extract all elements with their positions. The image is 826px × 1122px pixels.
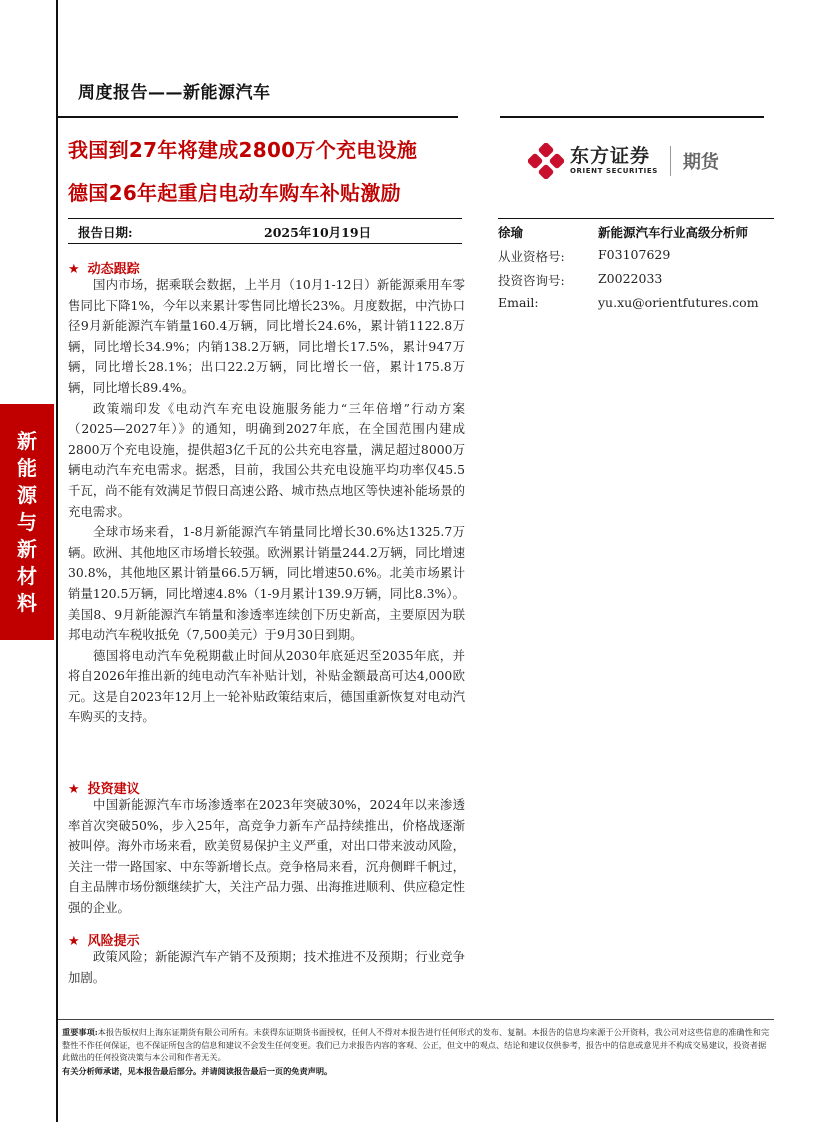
section-heading-dynamic: ★ 动态跟踪: [68, 262, 140, 277]
side-tab-char: 源: [17, 482, 37, 507]
star-icon: ★: [68, 934, 80, 949]
header-rule-left: [58, 116, 458, 118]
report-date-row: [68, 220, 462, 242]
section-heading-risk: ★ 风险提示: [68, 934, 140, 949]
analyst-info: [498, 220, 774, 316]
paragraph: 中国新能源汽车市场渗透率在2023年突破30%，2024年以来渗透率首次突破50%，步入25年，高竞争力新车产品持续推出，价格战逐渐被叫停。海外市场来看，欧美贸易保护主义严重，对出口带来波动风险，关注一带一路国家、中东等新增长点。竞争格局来看，沉舟侧畔千帆过，自主品牌市场份额继续扩大，关注产品力强、出海推进顺利、供应稳定性强的企业。: [68, 797, 465, 915]
analyst-commitment-note: 有关分析师承诺，见本报告最后部分。并请阅读报告最后一页的免责声明。: [62, 1066, 333, 1076]
disclaimer-label: 重要事项:: [62, 1027, 98, 1037]
company-logo: [528, 141, 758, 181]
paragraph: 全球市场来看，1-8月新能源汽车销量同比增长30.6%达1325.7万辆。欧洲、其他地区市场增长较强。欧洲累计销量244.2万辆，同比增速30.8%，其他地区累计销量66.5万辆，同比增速50.6%。北美市场累计销量120.5万辆，同比增速4.8%（1-9月累计139.9万辆，同比8.3%）。美国8、9月新能源汽车销量和渗透率连续创下历史新高，主要原因为联邦电动汽车税收抵免（7,500美元）于9月30日到期。: [68, 524, 465, 643]
disclaimer-text: 本报告版权归上海东证期货有限公司所有。未获得东证期货书面授权，任何人不得对本报告进行任何形式的发布、复制。本报告的信息均来源于公开资料，我公司对这些信息的准确性和完整性不作任何保证，也不保证所包含的信息和建议不会发生任何变更。我们已力求报告内容的客观、公正，但文中的观点、结论和建议仅供参考，报告中的信息或意见并不构成交易建议，投资者据此做出的任何投资决策与本公司和作者无关。: [62, 1027, 770, 1062]
analyst-title: 新能源汽车行业高级分析师: [598, 225, 749, 240]
consulting-number: Z0022033: [598, 271, 663, 286]
disclaimer: [62, 1026, 774, 1064]
section-body-dynamic: [68, 275, 465, 728]
side-tab-char: 材: [17, 563, 37, 588]
headline-2: 德国26年起重启电动车购车补贴激励: [68, 181, 401, 205]
paragraph: 政策端印发《电动汽车充电设施服务能力“三年倍增”行动方案（2025—2027年）》的通知，明确到2027年底，在全国范围内建成2800万个充电设施，提供超3亿千瓦的公共充电容量，满足超过8000万辆电动汽车充电需求。据悉，目前，我国公共充电设施平均功率仅45.5千瓦，尚不能有效满足节假日高速公路、城市热点地区等快速补能场景的充电需求。: [68, 400, 465, 519]
header-rule-right: [500, 116, 764, 118]
orient-logo-icon: [528, 143, 564, 179]
star-icon: ★: [68, 782, 80, 797]
side-tab-char: 新: [17, 428, 37, 453]
left-margin-rule: [56, 0, 58, 1122]
side-tab-char: 新: [17, 536, 37, 561]
logo-name-en: ORIENT SECURITIES: [570, 167, 658, 175]
date-rule-bottom: [68, 243, 462, 244]
report-date-label: 报告日期:: [78, 225, 133, 240]
section-body-risk: [68, 947, 465, 988]
logo-sub-label: 期货: [682, 152, 719, 173]
side-tab-char: 料: [17, 590, 37, 615]
qualification-label: 从业资格号:: [498, 249, 565, 264]
logo-name-cn: 东方证券: [570, 145, 651, 167]
analyst-name: 徐瑜: [498, 225, 524, 240]
report-type-title: 周度报告——新能源汽车: [78, 83, 271, 103]
side-tab-char: 能: [17, 455, 37, 480]
paragraph: 德国将电动汽车免税期截止时间从2030年底延迟至2035年底，并将自2026年推出新的纯电动汽车补贴计划，补贴金额最高可达4,000欧元。这是自2023年12月上一轮补贴政策结束后，德国重新恢复对电动汽车购买的支持。: [68, 647, 465, 725]
section-body-invest: [68, 795, 465, 919]
date-rule-top: [68, 218, 462, 219]
paragraph: 政策风险；新能源汽车产销不及预期；技术推进不及预期；行业竞争加剧。: [68, 949, 465, 985]
category-side-tab: [0, 404, 54, 640]
side-tab-char: 与: [17, 509, 37, 534]
email-label: Email:: [498, 295, 539, 310]
logo-divider: [670, 146, 671, 176]
star-icon: ★: [68, 262, 80, 277]
analyst-rule-top: [498, 218, 774, 219]
report-date-value: 2025年10月19日: [264, 225, 372, 240]
qualification-number: F03107629: [598, 247, 671, 262]
paragraph: 国内市场，据乘联会数据，上半月（10月1-12日）新能源乘用车零售同比下降1%，今年以来累计零售同比增长23%。月度数据，中汽协口径9月新能源汽车销量160.4万辆，同比增长24.6%，累计销1122.8万辆，同比增长34.9%；内销138.2万辆，同比增长17.5%，累计947万辆，同比增长28.1%；出口22.2万辆，同比增长一倍，累计175.8万辆，同比增长89.4%。: [68, 277, 465, 395]
consulting-label: 投资咨询号:: [498, 273, 565, 288]
headline-1: 我国到27年将建成2800万个充电设施: [68, 138, 418, 162]
email-address[interactable]: yu.xu@orientfutures.com: [598, 295, 759, 310]
section-heading-invest: ★ 投资建议: [68, 782, 140, 797]
footer-rule: [58, 1019, 774, 1020]
